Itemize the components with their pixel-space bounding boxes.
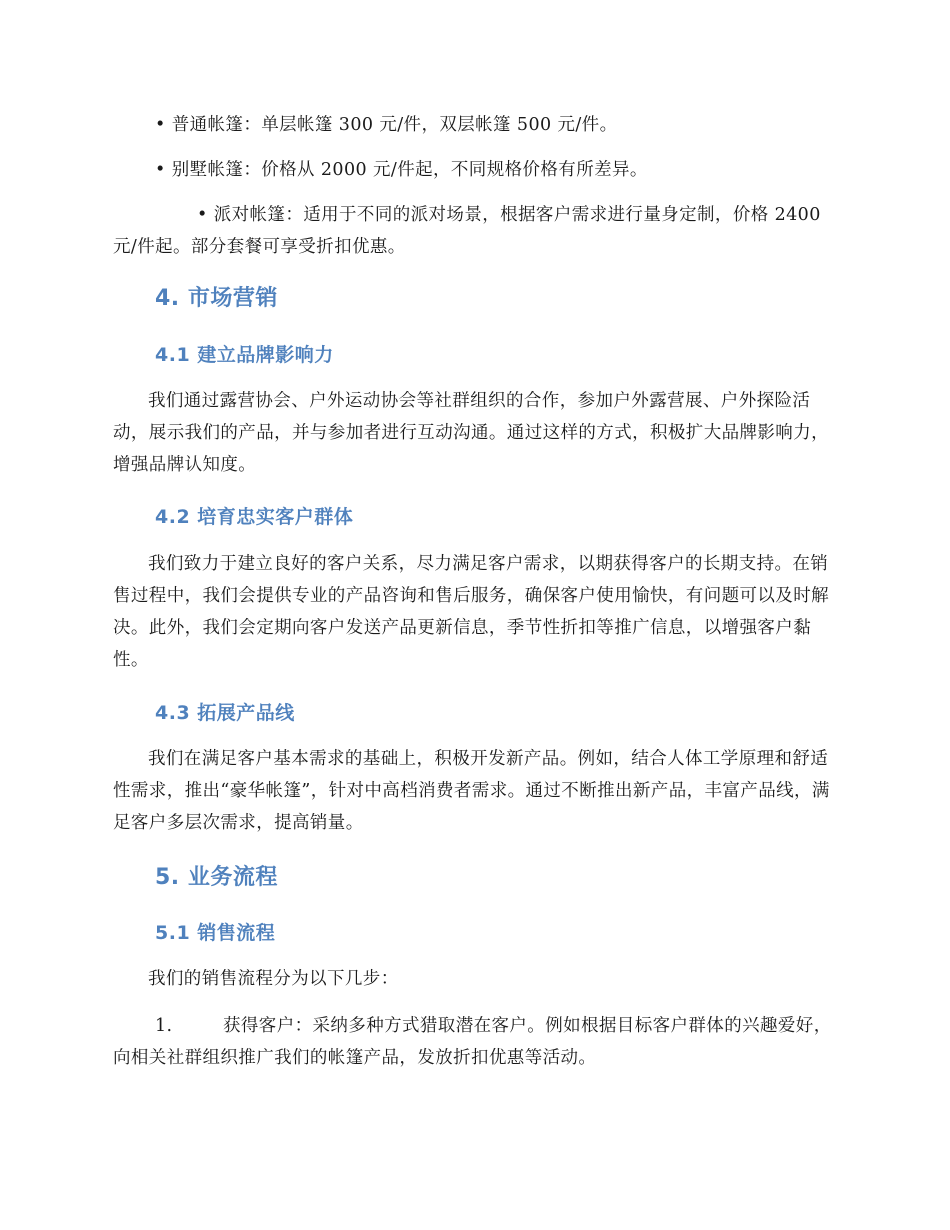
bullet-item-regular-tent	[155, 109, 617, 141]
bullet-marker: •	[155, 115, 166, 135]
bullet-text: 普通帐篷：单层帐篷 300 元/件，双层帐篷 500 元/件。	[171, 115, 618, 135]
list-item-number: 1.	[155, 1016, 173, 1036]
section-4-1-heading: 4.1 建立品牌影响力	[155, 344, 334, 366]
section-4-3-heading: 4.3 拓展产品线	[155, 702, 295, 724]
bullet-item-villa-tent	[155, 154, 648, 186]
section-4-1-body: 我们通过露营协会、户外运动协会等社群组织的合作，参加户外露营展、户外探险活动，展示我们的产品，并与参加者进行互动沟通。通过这样的方式，积极扩大品牌影响力，增强品牌认知度。	[113, 391, 829, 475]
section-4-2-heading: 4.2 培育忠实客户群体	[155, 506, 354, 528]
bullet-text: 派对帐篷：适用于不同的派对场景，根据客户需求进行量身定制，价格 2400 元/件起。部分套餐可享受折扣优惠。	[113, 205, 821, 257]
list-item-text: 获得客户：采纳多种方式猎取潜在客户。例如根据目标客户群体的兴趣爱好，向相关社群组织推广我们的帐篷产品，发放折扣优惠等活动。	[113, 1016, 832, 1068]
section-5-1-intro: 我们的销售流程分为以下几步：	[148, 969, 399, 989]
bullet-marker: •	[155, 160, 166, 180]
bullet-text: 别墅帐篷：价格从 2000 元/件起，不同规格价格有所差异。	[171, 160, 648, 180]
section-4-heading: 4. 市场营销	[155, 286, 278, 311]
list-item-step-1	[113, 1010, 843, 1074]
bullet-marker: •	[197, 205, 208, 225]
bullet-item-party-tent	[113, 199, 843, 263]
section-5-1-heading: 5.1 销售流程	[155, 922, 276, 944]
section-4-2-body: 我们致力于建立良好的客户关系，尽力满足客户需求，以期获得客户的长期支持。在销售过程中，我们会提供专业的产品咨询和售后服务，确保客户使用愉快，有问题可以及时解决。此外，我们会定期向客户发送产品更新信息，季节性折扣等推广信息，以增强客户黏性。	[113, 554, 829, 670]
section-4-3-body: 我们在满足客户基本需求的基础上，积极开发新产品。例如，结合人体工学原理和舒适性需求，推出“豪华帐篷”，针对中高档消费者需求。通过不断推出新产品，丰富产品线，满足客户多层次需求，提高销量。	[113, 749, 830, 833]
section-5-heading: 5. 业务流程	[155, 865, 278, 890]
